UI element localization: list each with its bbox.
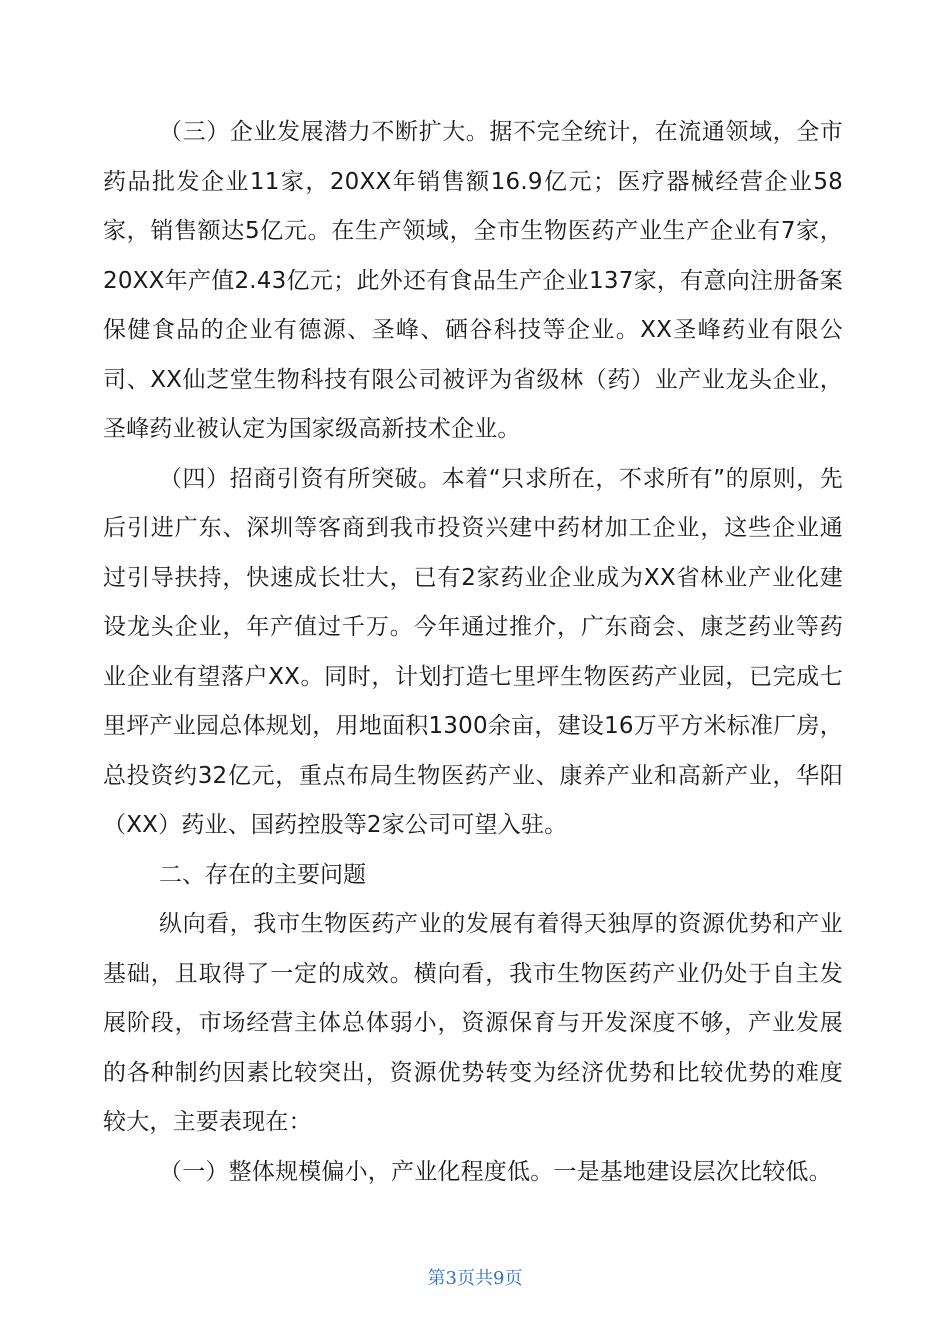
paragraph-overview: 纵向看，我市生物医药产业的发展有着得天独厚的资源优势和产业基础，且取得了一定的成效。横向看，我市生物医药产业仍处于自主发展阶段，市场经营主体总体弱小，资源保育与开发深度不够，产业发展的各种制约因素比较突出，资源优势转变为经济优势和比较优势的难度较大，主要表现在： [103, 911, 843, 1135]
document-body [103, 108, 843, 1197]
page-number-footer: 第3页共9页 [427, 1268, 523, 1289]
paragraph-scale-small: （一）整体规模偏小，产业化程度低。一是基地建设层次比较低。 [159, 1158, 832, 1185]
section-heading-main-problems: 二、存在的主要问题 [159, 861, 366, 888]
paragraph-enterprise-potential: （三）企业发展潜力不断扩大。据不完全统计，在流通领域，全市药品批发企业11家，20XX年销售额16.9亿元；医疗器械经营企业58家，销售额达5亿元。在生产领域，全市生物医药产业生产企业有7家，20XX年产值2.43亿元；此外还有食品生产企业137家，有意向注册备案保健食品的企业有德源、圣峰、硒谷科技等企业。XX圣峰药业有限公司、XX仙芝堂生物科技有限公司被评为省级林（药）业产业龙头企业，圣峰药业被认定为国家级高新技术企业。 [103, 119, 843, 442]
paragraph-investment-breakthrough: （四）招商引资有所突破。本着“只求所在，不求所有”的原则，先后引进广东、深圳等客商到我市投资兴建中药材加工企业，这些企业通过引导扶持，快速成长壮大，已有2家药业企业成为XX省林业产业化建设龙头企业，年产值过千万。今年通过推介，广东商会、康芝药业等药业企业有望落户XX。同时，计划打造七里坪生物医药产业园，已完成七里坪产业园总体规划，用地面积1300余亩，建设16万平方米标准厂房，总投资约32亿元，重点布局生物医药产业、康养产业和高新产业，华阳（XX）药业、国药控股等2家公司可望入驻。 [103, 465, 843, 838]
